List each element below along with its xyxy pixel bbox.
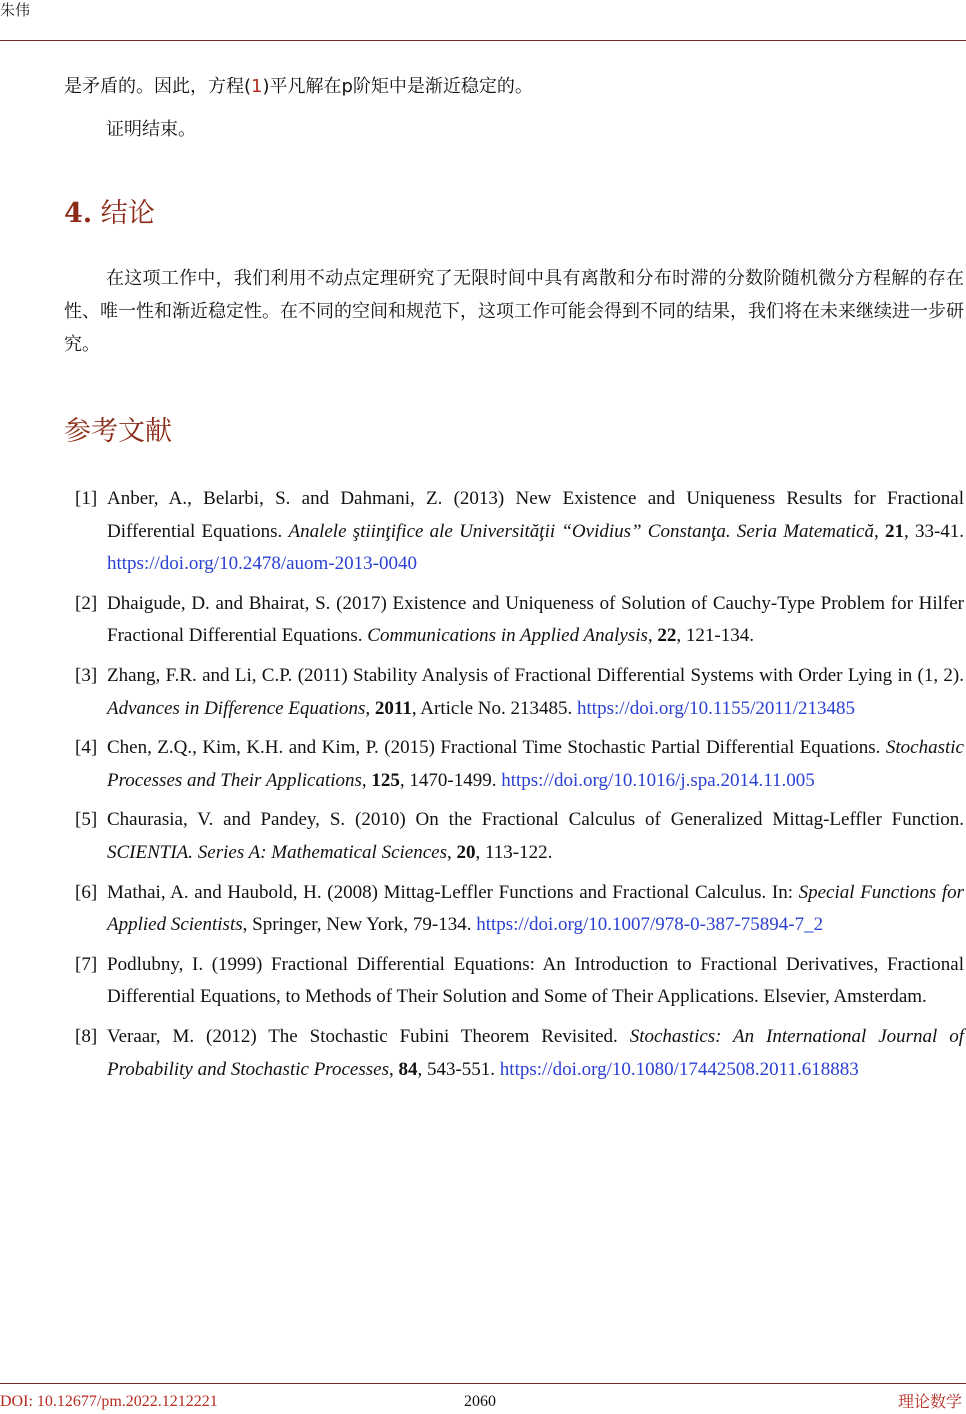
reference-volume: 22 xyxy=(657,625,677,647)
page-number: 2060 xyxy=(464,1393,496,1410)
proof-end: 证明结束。 xyxy=(106,119,196,140)
reference-pages: , 1470-1499. xyxy=(399,769,502,791)
reference-label: [1] xyxy=(75,488,98,509)
reference-item xyxy=(0,877,966,942)
reference-pages: , 33-41. xyxy=(903,520,965,542)
reference-journal: Stochastics: An International Journal of Probability and Stochastic Processes xyxy=(107,1025,964,1080)
section-heading-conclusion xyxy=(64,196,155,232)
reference-label: [2] xyxy=(75,592,98,614)
reference-label: [4] xyxy=(75,737,98,759)
footer-rule xyxy=(0,1383,966,1384)
reference-journal: Communications in Applied Analysis xyxy=(367,625,648,647)
reference-volume: 125 xyxy=(371,769,400,791)
reference-item: [3] Zhang, F.R. and Li, C.P. (2011) Stability Analysis of Fractional Differential Systems with Order Lying in (1, 2). Advances in Difference Equations, 2011, Article No. 213485. https://doi.org/10.1155/2011/213485 xyxy=(0,660,966,725)
reference-item: [5] Chaurasia, V. and Pandey, S. (2010) On the Fractional Calculus of Generalized Mittag-Leffler Function. SCIENTIA. Series A: Mathematical Sciences, 20, 113-122. xyxy=(0,804,966,869)
reference-doi-link[interactable]: https://doi.org/10.1155/2011/213485 xyxy=(577,697,855,719)
reference-pages: , 113-122. xyxy=(475,841,553,863)
reference-doi-link[interactable]: https://doi.org/10.1080/17442508.2011.618883 xyxy=(499,1058,859,1080)
intro-text-a: 是矛盾的。因此，方程( xyxy=(64,76,252,97)
reference-item xyxy=(0,949,966,1014)
reference-pages: , Springer, New York, 79-134. xyxy=(242,914,477,936)
reference-journal: Stochastic Processes and Their Applications xyxy=(107,737,964,791)
reference-volume: 84 xyxy=(398,1058,418,1080)
reference-pages: , Article No. 213485. xyxy=(411,697,578,719)
reference-text: Podlubny, I. (1999) Fractional Differential Equations: An Introduction to Fractional Derivatives, Fractional Differential Equations, to Methods of Their Solution and Some of Their Applications. Elsevier, Amsterdam. xyxy=(107,953,964,1008)
reference-label: [7] xyxy=(75,953,98,975)
reference-doi-link[interactable]: https://doi.org/10.2478/auom-2013-0040 xyxy=(107,553,417,575)
equation-reference-link[interactable]: 1 xyxy=(251,76,263,97)
reference-item: [1] Anber, A., Belarbi, S. and Dahmani, Z. (2013) New Existence and Uniqueness Results for Fractional Differential Equations. Analele ştiinţifice ale Universităţii “Ovidius” Constanţa. Seria Matematică, 21, 33-41. https://doi.org/10.2478/auom-2013-0040 xyxy=(0,483,966,581)
reference-doi-link[interactable]: https://doi.org/10.1016/j.spa.2014.11.005 xyxy=(501,769,815,791)
intro-paragraph xyxy=(64,70,964,103)
reference-pages: , 121-134. xyxy=(676,625,754,647)
section-number: 4. xyxy=(64,198,93,229)
reference-text: Anber, A., Belarbi, S. and Dahmani, Z. (2013) New Existence and Uniqueness Results for Fractional Differential Equations. xyxy=(107,488,964,542)
reference-label: [5] xyxy=(75,809,98,831)
conclusion-paragraph: 在这项工作中，我们利用不动点定理研究了无限时间中具有离散和分布时滞的分数阶随机微分方程解的存在性、唯一性和渐近稳定性。在不同的空间和规范下，这项工作可能会得到不同的结果，我们将在未来继续进一步研究。 xyxy=(64,268,964,355)
references-heading: 参考文献 xyxy=(64,416,172,447)
reference-item: [4] Chen, Z.Q., Kim, K.H. and Kim, P. (2015) Fractional Time Stochastic Partial Differential Equations. Stochastic Processes and Their Applications, 125, 1470-1499. https://doi.org/10.1016/j.spa.2014.11.005 xyxy=(0,732,966,797)
reference-text: Chen, Z.Q., Kim, K.H. and Kim, P. (2015) Fractional Time Stochastic Partial Differential Equations. xyxy=(107,737,886,759)
reference-volume: 21 xyxy=(884,520,904,542)
reference-pages: , 543-551. xyxy=(417,1058,500,1080)
reference-text: Mathai, A. and Haubold, H. (2008) Mittag-Leffler Functions and Fractional Calculus. In: xyxy=(107,881,799,903)
reference-item: [2] Dhaigude, D. and Bhairat, S. (2017) Existence and Uniqueness of Solution of Cauchy-Type Problem for Hilfer Fractional Differential Equations. Communications in Applied Analysis, 22, 121-134. xyxy=(0,588,966,653)
reference-text: Veraar, M. (2012) The Stochastic Fubini Theorem Revisited. xyxy=(107,1025,630,1047)
reference-text: Zhang, F.R. and Li, C.P. (2011) Stability Analysis of Fractional Differential Systems with Order Lying in (1, 2). xyxy=(107,664,964,686)
reference-journal: SCIENTIA. Series A: Mathematical Sciences xyxy=(107,841,447,863)
reference-journal: Analele ştiinţifice ale Universităţii “Ovidius” Constanţa. Seria Matematică xyxy=(288,520,874,542)
reference-volume: 2011 xyxy=(374,697,412,719)
reference-doi-link[interactable]: https://doi.org/10.1007/978-0-387-75894-7_2 xyxy=(476,914,824,936)
reference-item: [8] Veraar, M. (2012) The Stochastic Fubini Theorem Revisited. Stochastics: An International Journal of Probability and Stochastic Processes, 84, 543-551. https://doi.org/10.1080/17442508.2011.618883 xyxy=(0,1021,966,1086)
reference-text: Chaurasia, V. and Pandey, S. (2010) On the Fractional Calculus of Generalized Mittag-Leffler Function. xyxy=(107,809,964,831)
journal-name-link[interactable]: 理论数学 xyxy=(897,1392,962,1411)
reference-volume: 20 xyxy=(456,841,476,863)
header-rule xyxy=(0,40,966,41)
header-author: 朱伟 xyxy=(0,1,31,19)
reference-journal: Advances in Difference Equations xyxy=(107,697,366,719)
reference-label: [6] xyxy=(75,881,98,903)
section-title: 结论 xyxy=(100,198,155,229)
reference-text: Dhaigude, D. and Bhairat, S. (2017) Existence and Uniqueness of Solution of Cauchy-Type Problem for Hilfer Fractional Differential Equations. xyxy=(107,592,964,647)
reference-label: [3] xyxy=(75,664,98,686)
footer-doi-link[interactable]: DOI: 10.12677/pm.2022.1212221 xyxy=(0,1393,218,1410)
reference-list xyxy=(0,483,966,1093)
reference-label: [8] xyxy=(75,1025,98,1047)
reference-journal: Special Functions for Applied Scientists xyxy=(107,881,965,936)
intro-text-b: )平凡解在p阶矩中是渐近稳定的。 xyxy=(262,76,533,97)
